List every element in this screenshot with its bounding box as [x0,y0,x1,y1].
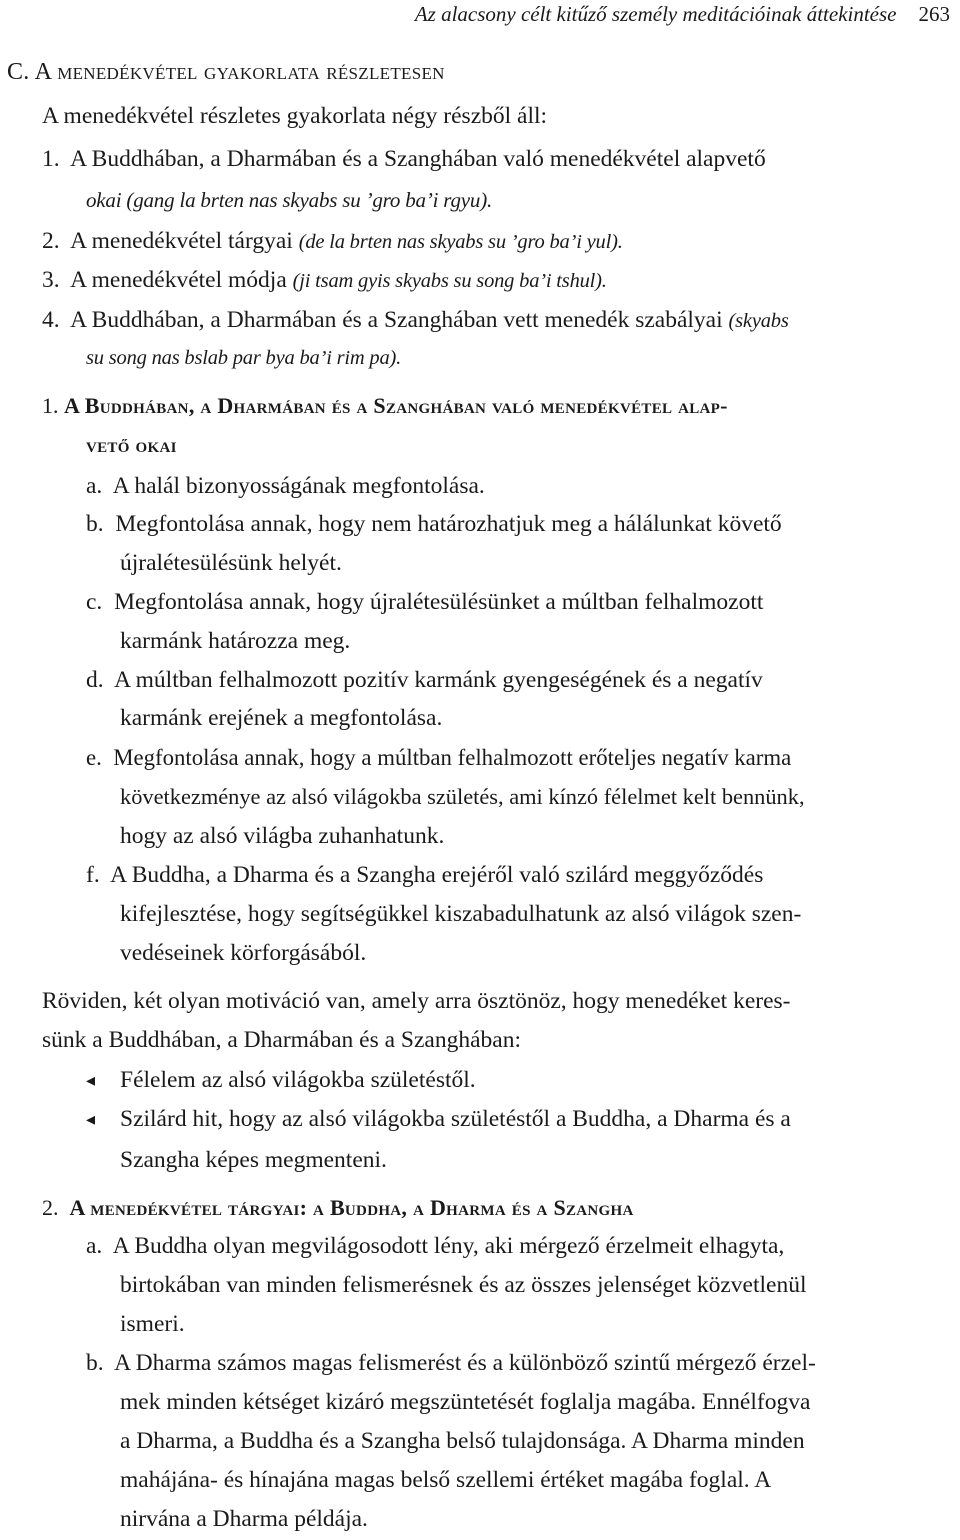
summary-bullet-1: Félelem az alsó világokba születéstől. [120,1067,476,1093]
item-tibetan: (skyabs [728,310,789,332]
item-number: 4. [42,307,60,333]
running-header-title: Az alacsony célt kitűző személy meditációinak áttekintése [414,2,897,26]
item-text: A menedékvétel tárgyai [70,228,293,254]
list1-item-d [86,666,763,694]
section-c-item-1 [42,145,766,173]
item-text: A Buddhában, a Dharmában és a Szanghában vett menedék szabályai [70,307,723,333]
summary-line-1: Röviden, két olyan motiváció van, amely arra ösztönöz, hogy menedéket keres- [42,988,791,1014]
item-number: 3. [42,267,60,293]
item-line: Megfontolása annak, hogy a múltban felhalmozott erőteljes negatív karma [113,745,792,770]
item-tibetan: (de la brten nas skyabs su ’gro ba’i yul). [298,231,623,253]
list2-item-a [86,1232,784,1260]
list2-item-b-line-3: a Dharma, a Buddha és a Szangha belső tulajdonsága. A Dharma minden [120,1428,805,1454]
heading-1-number: 1. [42,393,59,418]
page-number: 263 [918,2,950,26]
item-letter: e. [86,745,102,770]
section-c-item-4-continuation: su song nas bslab par bya ba’i rim pa). [86,347,402,369]
item-letter: b. [86,1350,104,1376]
item-tibetan: (ji tsam gyis skyabs su song ba’i tshul). [292,270,607,292]
section-c-item-4 [42,306,789,335]
heading-2-number: 2. [42,1195,59,1220]
list1-item-e-line-3: hogy az alsó világba zuhanhatunk. [120,823,445,849]
triangle-bullet-icon: ◂ [86,1070,96,1090]
item-letter: f. [86,862,100,888]
list1-item-c [86,588,763,616]
list1-item-c-line-2: karmánk határozza meg. [120,628,351,654]
item-line: A Buddha, a Dharma és a Szangha erejéről való szilárd meggyőződés [110,862,764,888]
list2-item-a-line-2: birtokában van minden felismerésnek és az összes jelenséget közvetlenül [120,1272,807,1298]
item-letter: d. [86,667,104,693]
section-c-item-2 [42,227,623,256]
list2-item-b [86,1349,816,1377]
list1-item-b-line-2: újralétesülésünk helyét. [120,550,342,576]
list1-item-e [86,744,791,772]
list2-item-b-line-4: mahájána- és hínajána magas belső szellemi értéket magába foglal. A [120,1467,772,1493]
summary-bullet-2: Szilárd hit, hogy az alsó világokba születéstől a Buddha, a Dharma és a [120,1106,791,1132]
list1-item-a [86,472,485,500]
heading-2 [42,1194,634,1222]
list1-item-f-line-3: vedéseinek körforgásából. [120,940,367,966]
item-number: 1. [42,146,60,172]
section-c-heading: C. A menedékvétel gyakorlata részletesen [7,59,445,85]
item-line: A Dharma számos magas felismerést és a különböző szintű mérgező érzel- [114,1350,816,1376]
item-line: A halál bizonyosságának megfontolása. [112,473,485,499]
item-line: A Buddha olyan megvilágosodott lény, aki mérgező érzelmeit elhagyta, [112,1233,785,1259]
list1-item-b [86,510,782,538]
item-letter: a. [86,1233,103,1259]
list2-item-b-line-2: mek minden kétséget kizáró megszüntetését foglalja magába. Ennélfogva [120,1389,811,1415]
list1-item-d-line-2: karmánk erejének a megfontolása. [120,705,443,731]
section-c-item-3 [42,266,607,295]
item-letter: a. [86,473,103,499]
heading-2-text: A menedékvétel tárgyai: a Buddha, a Dharma és a Szangha [69,1195,634,1220]
list1-item-f-line-2: kifejlesztése, hogy segítségükkel kiszabadulhatunk az alsó világok szen- [120,901,802,927]
item-number: 2. [42,228,60,254]
triangle-bullet-icon: ◂ [86,1109,96,1129]
item-letter: b. [86,511,104,537]
section-c-intro: A menedékvétel részletes gyakorlata négy részből áll: [42,103,548,129]
summary-bullet-2-line-2: Szangha képes megmenteni. [120,1147,387,1173]
list1-item-f [86,861,763,889]
item-line: Megfontolása annak, hogy újralétesülésünket a múltban felhalmozott [114,589,764,615]
item-text: A menedékvétel módja [70,267,287,293]
list1-item-e-line-2: következménye az alsó világokba születés, ami kínzó félelmet kelt bennünk, [120,784,805,809]
item-letter: c. [86,589,103,615]
item-line: Megfontolása annak, hogy nem határozhatjuk meg a hálálunkat követő [115,511,782,537]
heading-1 [42,392,728,420]
running-header [415,2,950,27]
heading-1-line-1: A Buddhában, a Dharmában és a Szanghában való menedékvétel alap- [64,393,728,418]
summary-line-2: sünk a Buddhában, a Dharmában és a Szanghában: [42,1027,521,1053]
item-text: A Buddhában, a Dharmában és a Szanghában való menedékvétel alapvető [70,146,766,172]
list2-item-b-line-5: nirvána a Dharma példája. [120,1506,368,1532]
item-line: A múltban felhalmozott pozitív karmánk gyengeségének és a negatív [114,667,763,693]
list2-item-a-line-3: ismeri. [120,1311,185,1337]
section-c-item-1-continuation: okai (gang la brten nas skyabs su ’gro ba’i rgyu). [86,188,493,212]
heading-1-line-2: vető okai [86,432,177,457]
